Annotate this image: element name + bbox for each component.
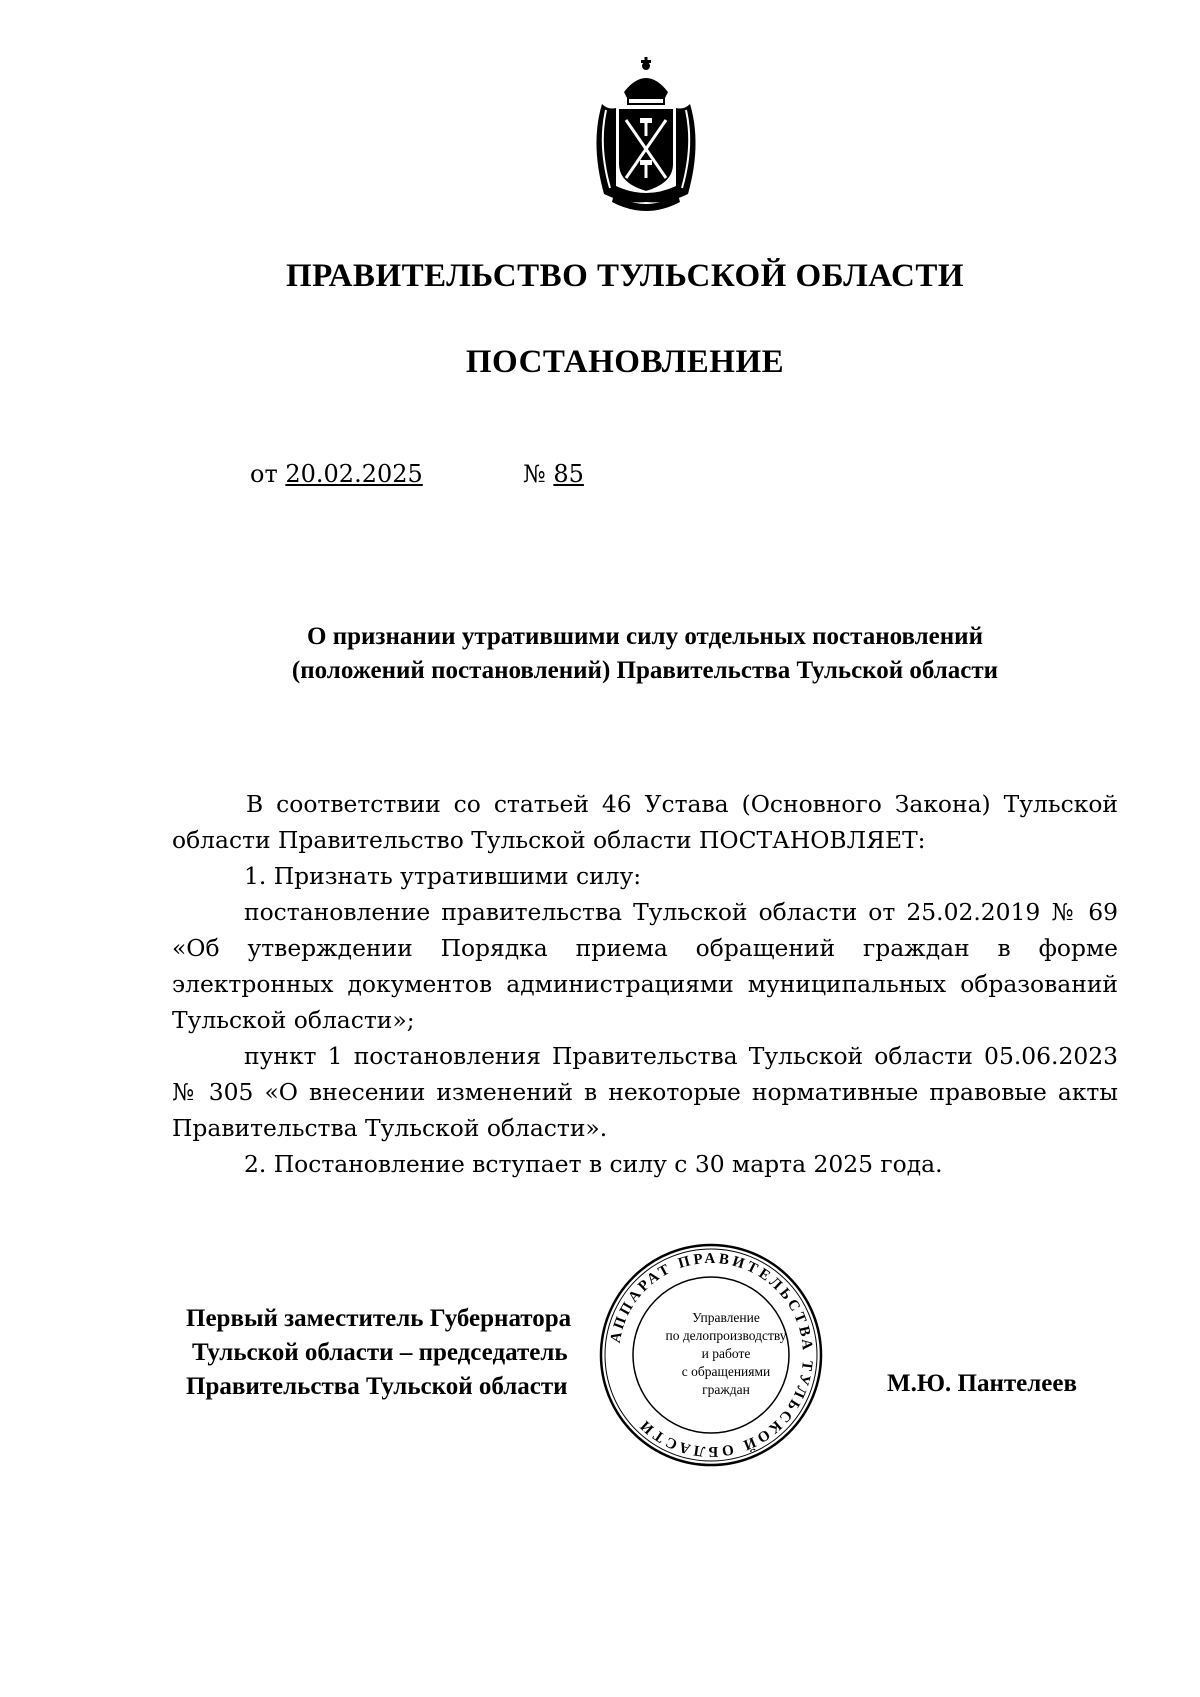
signatory-position xyxy=(186,1302,571,1404)
seal-center-line-3: и работе xyxy=(701,1346,751,1361)
seal-center-line-4: с обращениями xyxy=(681,1364,771,1379)
document-subject xyxy=(170,620,1120,688)
seal-center-line-1: Управление xyxy=(692,1310,760,1325)
number-prefix: № xyxy=(523,460,554,488)
position-line-3: Правительства Тульской области xyxy=(186,1373,568,1400)
body-paragraph-preamble: В соответствии со статьей 46 Устава (Основного Закона) Тульской области Правительство Тульской области ПОСТАНОВЛЯЕТ: xyxy=(172,790,1118,854)
body-paragraph-repealed-1: постановление правительства Тульской области от 25.02.2019 № 69 «Об утверждении Порядка приема обращений граждан в форме электронных документов администрациями муниципальных образований Тульской области»; xyxy=(172,898,1118,1034)
number-value: 85 xyxy=(553,460,584,488)
coat-of-arms-emblem xyxy=(584,54,708,214)
seal-center-line-5: граждан xyxy=(702,1382,750,1397)
document-number xyxy=(523,460,584,488)
subject-line-2: (положений постановлений) Правительства Тульской области xyxy=(291,657,999,684)
position-line-1: Первый заместитель Губернатора xyxy=(186,1305,572,1332)
date-prefix: от xyxy=(250,460,286,488)
subject-line-1: О признании утратившими силу отдельных постановлений xyxy=(307,623,983,650)
body-paragraph-repealed-2: пункт 1 постановления Правительства Тульской области 05.06.2023 № 305 «О внесении изменений в некоторые нормативные правовые акты Правительства Тульской области». xyxy=(172,1042,1118,1142)
body-paragraph-item-2: 2. Постановление вступает в силу с 30 марта 2025 года. xyxy=(244,1150,943,1178)
document-type-title: ПОСТАНОВЛЕНИЕ xyxy=(465,344,785,380)
date-value: 20.02.2025 xyxy=(285,460,423,488)
seal-center-line-2: по делопроизводству xyxy=(665,1328,787,1343)
document-body xyxy=(172,786,1118,1182)
body-paragraph-item-1: 1. Признать утратившими силу: xyxy=(244,862,642,890)
signatory-name: М.Ю. Пантелеев xyxy=(887,1370,1077,1397)
seal-ring-text: АППАРАТ ПРАВИТЕЛЬСТВА ТУЛЬСКОЙ ОБЛАСТИ xyxy=(607,1250,816,1460)
seal-center-text xyxy=(656,1309,796,1399)
document-date xyxy=(250,460,423,488)
position-line-2: Тульской области – председатель xyxy=(192,1339,568,1366)
organization-title: ПРАВИТЕЛЬСТВО ТУЛЬСКОЙ ОБЛАСТИ xyxy=(286,258,964,294)
